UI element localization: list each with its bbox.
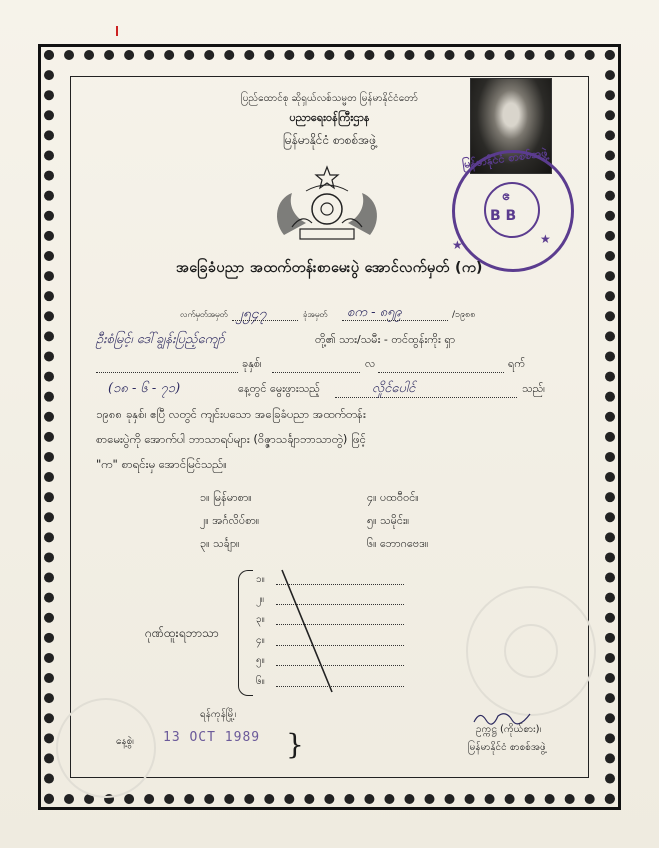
day-line (378, 372, 504, 373)
stamp-center-bottom: B B (490, 208, 517, 224)
parents-name: ဦးစံမြင့်၊ ဒေါ်ချွန်းပြည့်ကျော် (96, 332, 225, 347)
subject-1: ၁။ မြန်မာစာ။ (200, 491, 252, 504)
header-line-1: ပြည်ထောင်စု ဆိုရှယ်လစ်သမ္မတ မြန်မာနိုင်ငံတော် (241, 93, 418, 104)
date-of-birth: (၁၈ - ၆ - ၇၁) (108, 381, 181, 396)
cert-no-label: လက်မှတ်အမှတ် (180, 310, 228, 319)
stamp-star-right: ★ (540, 232, 551, 246)
subject-4: ၄။ ပထဝီဝင်။ (367, 491, 419, 504)
month-line (272, 372, 360, 373)
distinction-2: ၂။ (256, 594, 264, 605)
issue-place: ရန်ကုန်မြို့၊ (200, 709, 237, 720)
roll-no-line (342, 320, 448, 321)
distinction-3: ၃။ (256, 614, 265, 625)
body-month-label: လ (365, 357, 376, 370)
subject-3: ၃။ သင်္ချာ။ (200, 537, 240, 550)
body-year-label: ခုနှစ်၊ (242, 357, 262, 370)
header-line-2: ပညာရေးဝန်ကြီးဌာန (289, 111, 370, 124)
header-line-3: မြန်မာနိုင်ငံ စာစစ်အဖွဲ့ (282, 133, 377, 147)
subject-5: ၅။ သမိုင်း။ (367, 514, 410, 527)
embossed-seal-right-inner (504, 624, 558, 678)
dob-label: နေ့တွင် မွေးဖွားသည့် (238, 382, 320, 395)
stamp-center-top: ဧ (502, 188, 510, 204)
body-line-1: တို့၏ သား/သမီး - တင်ထွန်းကိုး ရှာ (315, 333, 456, 346)
body-day-label: ရက် (508, 357, 526, 370)
exam-year: /၁၉၈၈ (452, 310, 476, 320)
red-pen-mark (116, 26, 118, 36)
signer-org: မြန်မာနိုင်ငံ စာစစ်အဖွဲ့ (468, 742, 546, 753)
signer-title: ဥက္ကဋ္ဌ (ကိုယ်စား)၊ (476, 724, 542, 735)
roll-no-label: ခုံအမှတ် (303, 310, 328, 319)
cancel-strike-line (270, 566, 400, 696)
embossed-seal-left (56, 698, 156, 798)
issue-date-label: နေ့စွဲ၊ (116, 736, 134, 747)
cert-no-line (232, 320, 298, 321)
subject-2: ၂။ အင်္ဂလိပ်စာ။ (200, 514, 260, 527)
subject-6: ၆။ ဘောဂဗေဒ။ (367, 537, 429, 550)
body-line-6: "က" စာရင်းမှ အောင်မြင်သည်။ (96, 457, 227, 471)
cert-no-value: ၂၅၄၇ (236, 306, 267, 322)
issue-date-stamp: 13 OCT 1989 (163, 730, 261, 745)
distinction-1: ၁။ (256, 574, 265, 585)
body-line-3-end: သည်၊ (522, 382, 546, 395)
stamp-star-left: ★ (452, 238, 463, 252)
birthplace-line (335, 397, 517, 398)
distinction-5: ၅။ (256, 655, 265, 666)
year-line (96, 372, 238, 373)
stamp-ring-text: မြန်မာနိုင်ငံ စာစစ်အဖွဲ့ (461, 146, 549, 171)
state-emblem-icon (262, 165, 392, 243)
body-line-4: ၁၉၈၈ ခုနှစ်၊ ဧပြီ လတွင် ကျင်းပသော အခြေခံပညာ အထက်တန်း (96, 407, 366, 421)
certificate-title: အခြေခံပညာ အထက်တန်းစာမေးပွဲ အောင်လက်မှတ် (က) (176, 260, 483, 276)
birthplace: လှိုင်ပေါင် (372, 381, 416, 396)
distinction-6: ၆။ (256, 676, 265, 687)
footer-brace: } (286, 728, 304, 761)
roll-no-value: စက - ၈၅၉ (347, 305, 402, 320)
distinction-label: ဂုဏ်ထူးရဘာသာ (145, 626, 219, 640)
distinction-bracket (238, 570, 253, 696)
body-line-5: စာမေးပွဲကို အောက်ပါ ဘာသာရပ်များ (ဝိဇ္ဇာသင်္ချာဘာသာတွဲ) ဖြင့် (96, 432, 366, 446)
distinction-4: ၄။ (256, 635, 265, 646)
